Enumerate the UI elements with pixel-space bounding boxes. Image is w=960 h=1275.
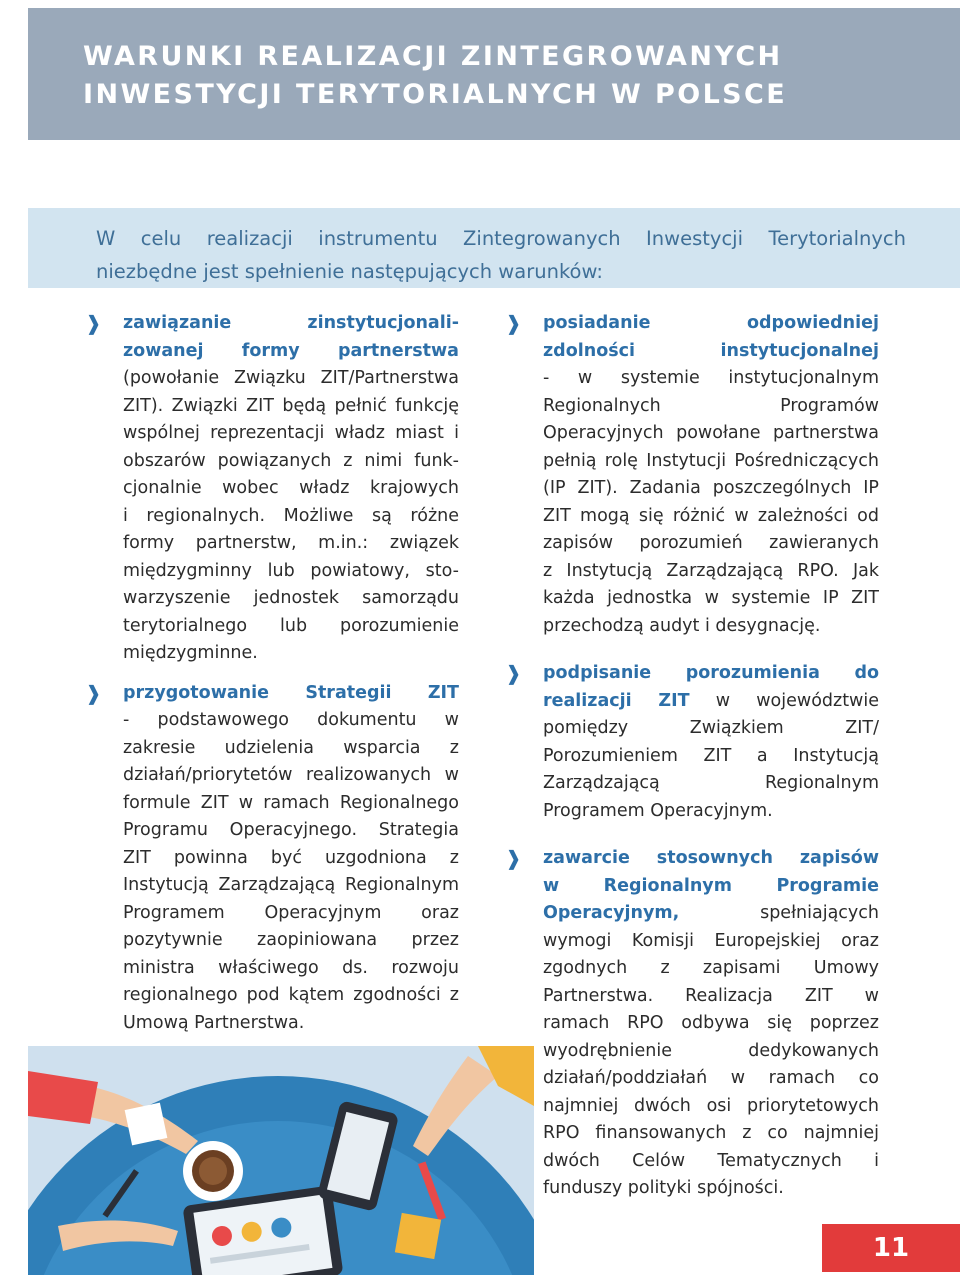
- condition-item: [85, 310, 459, 668]
- intro-line: niezbędne jest spełnienie następujących warunków:: [96, 260, 603, 283]
- condition-body-line: zgodnych z zapisami Umowy: [543, 958, 879, 978]
- condition-body-line: przechodzą audyt i desygnację.: [543, 615, 821, 636]
- condition-body-line: Operacyjnych powołane partnerstwa: [543, 423, 879, 443]
- condition-heading-fragment: Operacyjnym,: [543, 903, 680, 923]
- condition-body-line: - podstawowego dokumentu w: [123, 710, 459, 730]
- condition-body-line: i regionalnych. Możliwe są różne: [123, 505, 459, 526]
- condition-body-line: pozytywnie zaopiniowana przez: [123, 930, 459, 950]
- page-title-line: INWESTYCJI TERYTORIALNYCH W POLSCE: [83, 79, 788, 110]
- condition-body-line: funduszy polityki spójności.: [543, 1178, 784, 1198]
- condition-item: [505, 845, 879, 1203]
- condition-item: [505, 310, 879, 640]
- condition-body-line: Umową Partnerstwa.: [123, 1012, 305, 1033]
- header-banner: [28, 8, 960, 140]
- condition-body-line: Regionalnych Programów: [543, 395, 879, 416]
- condition-body-line: wyodrębnienie dedykowanych: [543, 1040, 879, 1061]
- condition-body-line: międzygminny lub powiatowy, sto-: [123, 560, 459, 581]
- condition-body-line: pełnią rolę Instytucji Pośredniczących: [543, 450, 879, 471]
- condition-body-line: najmniej dwóch osi priorytetowych: [543, 1095, 879, 1116]
- condition-body-line: warzyszenie jednostek samorządu: [123, 588, 459, 608]
- condition-mixed-line: [543, 688, 879, 716]
- condition-body-line: Instytucją Zarządzającą Regionalnym: [123, 875, 459, 895]
- condition-body-line: obszarów powiązanych z nimi funk-: [123, 450, 459, 471]
- chevron-bullet-icon: ❱: [85, 680, 102, 705]
- condition-body-line: (powołanie Związku ZIT/Partnerstwa: [123, 368, 459, 388]
- condition-heading-line: zawiązanie zinstytucjonali-: [123, 313, 459, 333]
- condition-item: [505, 660, 879, 825]
- condition-body-line: zakresie udzielenia wsparcia z: [123, 737, 459, 758]
- condition-body-line: terytorialnego lub porozumienie: [123, 615, 459, 636]
- condition-heading-line: zowanej formy partnerstwa: [123, 340, 459, 361]
- condition-body-line: Programem Operacyjnym.: [543, 800, 773, 821]
- page-number-box: [822, 1224, 960, 1272]
- condition-body-line: (IP ZIT). Zadania poszczególnych IP: [543, 478, 879, 498]
- condition-heading-line: zdolności instytucjonalnej: [543, 340, 879, 361]
- chevron-bullet-icon: ❱: [505, 311, 522, 335]
- condition-body-line: ministra właściwego ds. rozwoju: [123, 957, 459, 978]
- right-column: [505, 310, 879, 1203]
- condition-body-line: dwóch Celów Tematycznych i: [543, 1150, 879, 1171]
- condition-heading-line: podpisanie porozumienia do: [543, 663, 879, 683]
- intro-band: [28, 208, 960, 288]
- condition-body-line: ZIT). Związki ZIT będą pełnić funkcję: [123, 395, 459, 416]
- condition-body-line: regionalnego pod kątem zgodności z: [123, 985, 459, 1005]
- condition-body-line: międzygminne.: [123, 643, 258, 663]
- condition-body-line: z Instytucją Zarządzającą RPO. Jak: [543, 560, 879, 581]
- chevron-bullet-icon: ❱: [505, 661, 522, 685]
- condition-body-line: formy partnerstw, m.in.: związek: [123, 533, 459, 553]
- condition-body-line: - w systemie instytucjonalnym: [543, 368, 879, 388]
- condition-body-line: cjonalnie wobec władz krajowych: [123, 478, 459, 498]
- illustration-teamwork-hands: [28, 1046, 534, 1275]
- condition-body-line: wymogi Komisji Europejskiej oraz: [543, 930, 879, 951]
- condition-body-fragment: spełniających: [760, 903, 879, 923]
- condition-heading-line: w Regionalnym Programie: [543, 875, 879, 896]
- condition-body-line: każda jednostka w systemie IP ZIT: [543, 588, 879, 608]
- condition-body-line: działań/poddziałań w ramach co: [543, 1068, 879, 1088]
- intro-paragraph: [96, 222, 906, 288]
- condition-body-line: Partnerstwa. Realizacja ZIT w: [543, 985, 879, 1006]
- condition-body-line: zapisów porozumień zawieranych: [543, 533, 879, 553]
- condition-mixed-line: [543, 900, 879, 928]
- page-title: [83, 38, 943, 114]
- condition-body-line: Porozumieniem ZIT a Instytucją: [543, 745, 879, 766]
- illustration-graphic: [28, 1046, 534, 1275]
- condition-body-line: działań/priorytetów realizowanych w: [123, 765, 459, 785]
- condition-body-line: ramach RPO odbywa się poprzez: [543, 1013, 879, 1033]
- condition-body-line: Zarządzającą Regionalnym: [543, 773, 879, 793]
- condition-body-line: formule ZIT w ramach Regionalnego: [123, 792, 459, 813]
- intro-line: W celu realizacji instrumentu Zintegrowanych Inwestycji Terytorialnych: [96, 227, 906, 250]
- condition-heading-fragment: realizacji ZIT: [543, 690, 690, 711]
- condition-heading-line: zawarcie stosownych zapisów: [543, 848, 879, 868]
- chevron-bullet-icon: ❱: [85, 311, 102, 335]
- condition-item: [85, 680, 459, 1038]
- condition-body-fragment: w województwie: [715, 690, 879, 711]
- condition-body-line: ZIT powinna być uzgodniona z: [123, 847, 459, 868]
- condition-body-line: pomiędzy Związkiem ZIT/: [543, 718, 879, 738]
- page-title-line: WARUNKI REALIZACJI ZINTEGROWANYCH: [83, 41, 783, 72]
- chevron-bullet-icon: ❱: [505, 846, 522, 870]
- condition-body-line: wspólnej reprezentacji władz miast i: [123, 423, 459, 443]
- condition-body-line: Programu Operacyjnego. Strategia: [123, 820, 459, 840]
- condition-body-line: ZIT mogą się różnić w zależności od: [543, 505, 879, 526]
- condition-body-line: Programem Operacyjnym oraz: [123, 902, 459, 923]
- condition-body-line: RPO finansowanych z co najmniej: [543, 1123, 879, 1143]
- condition-heading-line: posiadanie odpowiedniej: [543, 313, 879, 333]
- page-number: 11: [872, 1233, 910, 1263]
- left-column: [85, 310, 459, 1037]
- condition-heading-line: przygotowanie Strategii ZIT: [123, 682, 459, 703]
